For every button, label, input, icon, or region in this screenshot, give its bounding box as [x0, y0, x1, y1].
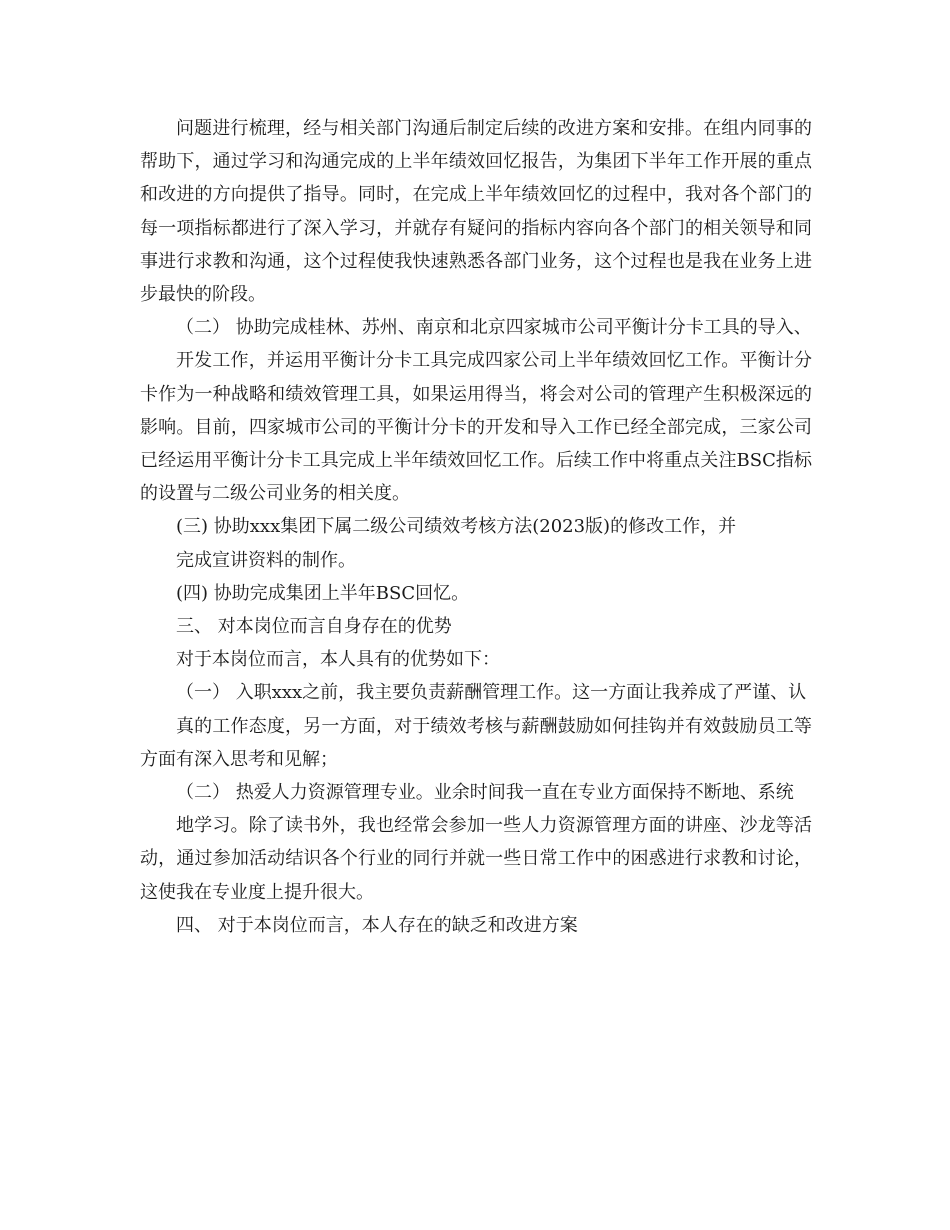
paragraph-item-3-continuation: 完成宣讲资料的制作。 — [176, 549, 356, 571]
paragraph-review-summary: 问题进行梳理，经与相关部门沟通后制定后续的改进方案和安排。在组内同事的帮助下，通过学习和沟通完成的上半年绩效回忆报告，为集团下半年工作开展的重点和改进的方向提供了指导。同时，在完成上半年绩效回忆的过程中，我对各个部门的每一项指标都进行了深入学习，并就存有疑问的指标内容向各个部门的相关领导和同事进行求教和沟通，这个过程使我快速熟悉各部门业务，这个过程也是我在业务上进步最快的阶段。 — [140, 118, 812, 306]
paragraph-strength-1-heading: （一） 入职xxx之前，我主要负责薪酬管理工作。这一方面让我养成了严谨、认 — [176, 682, 807, 704]
paragraph-strength-2-heading: （二） 热爱人力资源管理专业。业余时间我一直在专业方面保持不断地、系统 — [176, 782, 794, 804]
paragraph-item-2-body: 开发工作，并运用平衡计分卡工具完成四家公司上半年绩效回忆工作。平衡计分卡作为一种战略和绩效管理工具，如果运用得当，将会对公司的管理产生积极深远的影响。目前，四家城市公司的平衡计分卡的开发和导入工作已经全部完成，三家公司已经运用平衡计分卡工具完成上半年绩效回忆工作。后续工作中将重点关注BSC指标的设置与二级公司业务的相关度。 — [140, 350, 812, 505]
section-heading-strengths: 三、 对本岗位而言自身存在的优势 — [176, 616, 452, 638]
paragraph-item-3-heading: (三) 协助xxx集团下属二级公司绩效考核方法(2023版)的修改工作，并 — [176, 516, 737, 538]
section-heading-weaknesses: 四、 对于本岗位而言，本人存在的缺乏和改进方案 — [176, 914, 578, 936]
paragraph-strength-1-body: 真的工作态度，另一方面，对于绩效考核与薪酬鼓励如何挂钩并有效鼓励员工等方面有深入思考和见解； — [140, 715, 812, 770]
document-body — [140, 112, 812, 942]
paragraph-strengths-intro: 对于本岗位而言，本人具有的优势如下： — [176, 649, 500, 671]
paragraph-strength-2-body: 地学习。除了读书外，我也经常会参加一些人力资源管理方面的讲座、沙龙等活动，通过参加活动结识各个行业的同行并就一些日常工作中的困惑进行求教和讨论，这使我在专业度上提升很大。 — [140, 815, 812, 903]
paragraph-item-2-heading: （二） 协助完成桂林、苏州、南京和北京四家城市公司平衡计分卡工具的导入、 — [176, 317, 812, 339]
paragraph-item-4: (四) 协助完成集团上半年BSC回忆。 — [176, 582, 470, 604]
